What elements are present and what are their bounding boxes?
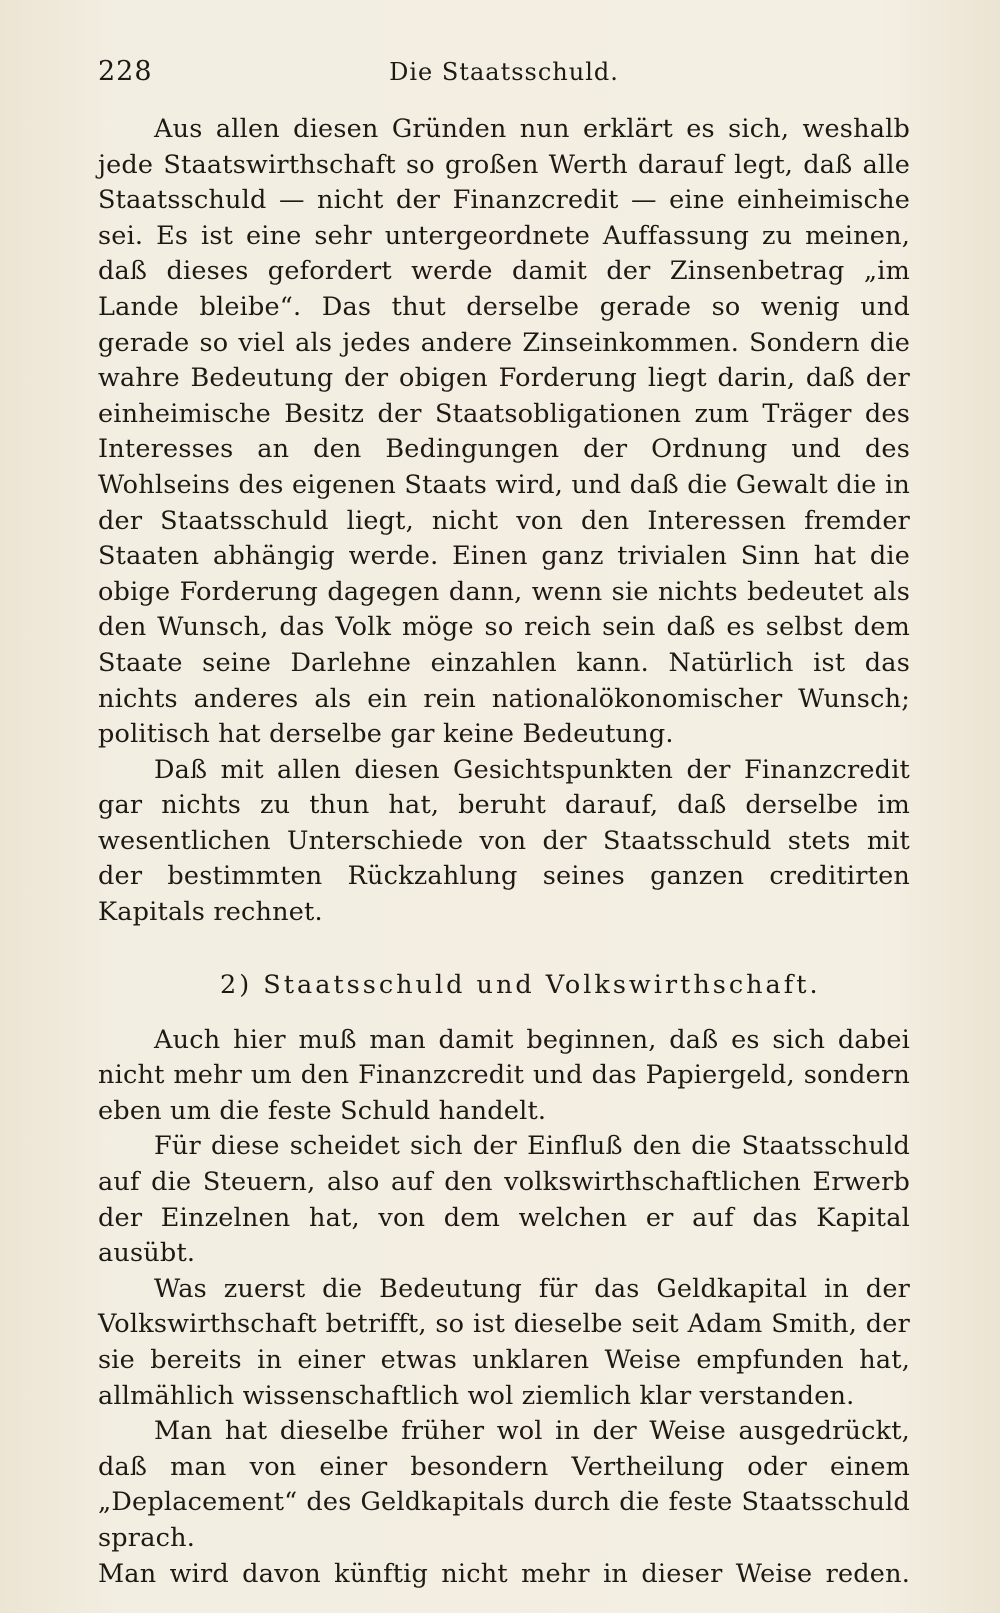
paragraph: Auch hier muß man damit beginnen, daß es sich dabei nicht mehr um den Finanzcredit und das Papiergeld, sondern eben um die feste Schuld handelt. xyxy=(98,1024,910,1126)
paragraph: Für diese scheidet sich der Einfluß den die Staatsschuld auf die Steuern, also auf den volkswirthschaftlichen Erwerb der Einzelnen hat, von dem welchen er auf das Kapital ausübt. xyxy=(98,1131,910,1269)
paragraph: Daß mit allen diesen Gesichtspunkten der Finanzcredit gar nichts zu thun hat, beruht darauf, daß derselbe im wesentlichen Unterschiede von der Staatsschuld stets mit der bestimmten Rückzahlung seines ganzen creditirten Kapitals rechnet. xyxy=(98,754,910,928)
paragraph: Man hat dieselbe früher wol in der Weise ausgedrückt, daß man von einer besondern Vertheilung oder einem „Deplacement“ des Geldkapitals durch die feste Staatsschuld sprach. xyxy=(98,1416,910,1553)
body-text xyxy=(98,112,910,1592)
paragraph: Was zuerst die Bedeutung für das Geldkapital in der Volkswirthschaft betrifft, so ist dieselbe seit Adam Smith, der sie bereits in einer etwas unklaren Weise empfunden hat, allmählich wissenschaftlich wol ziemlich klar verstanden. xyxy=(98,1273,910,1411)
running-head xyxy=(98,52,910,92)
running-title: Die Staatsschuld. xyxy=(389,58,619,86)
paragraph: Man wird davon künftig nicht mehr in dieser Weise reden. xyxy=(98,1558,910,1589)
page-number: 228 xyxy=(98,56,153,87)
paragraph: Aus allen diesen Gründen nun erklärt es sich, weshalb jede Staatswirthschaft so großen Werth darauf legt, daß alle Staatsschuld — nicht der Finanzcredit — eine einheimische sei. Es ist eine sehr untergeordnete Auffassung zu meinen, daß dieses gefordert werde damit der Zinsenbetrag „im Lande bleibe“. Das thut derselbe gerade so wenig und gerade so viel als jedes andere Zinseinkommen. Sondern die wahre Bedeutung der obigen Forderung liegt darin, daß der einheimische Besitz der Staatsobligationen zum Träger des Interesses an den Bedingungen der Ordnung und des Wohlseins des eigenen Staats wird, und daß die Gewalt die in der Staatsschuld liegt, nicht von den Interessen fremder Staaten abhängig werde. Einen ganz trivialen Sinn hat die obige Forderung dagegen dann, wenn sie nichts bedeutet als den Wunsch, das Volk möge so reich sein daß es selbst dem Staate seine Darlehne einzahlen kann. Natürlich ist das nichts anderes als ein rein nationalökonomischer Wunsch; politisch hat derselbe gar keine Bedeutung. xyxy=(98,114,910,750)
section-heading: 2) Staatsschuld und Volkswirthschaft. xyxy=(220,969,821,1000)
